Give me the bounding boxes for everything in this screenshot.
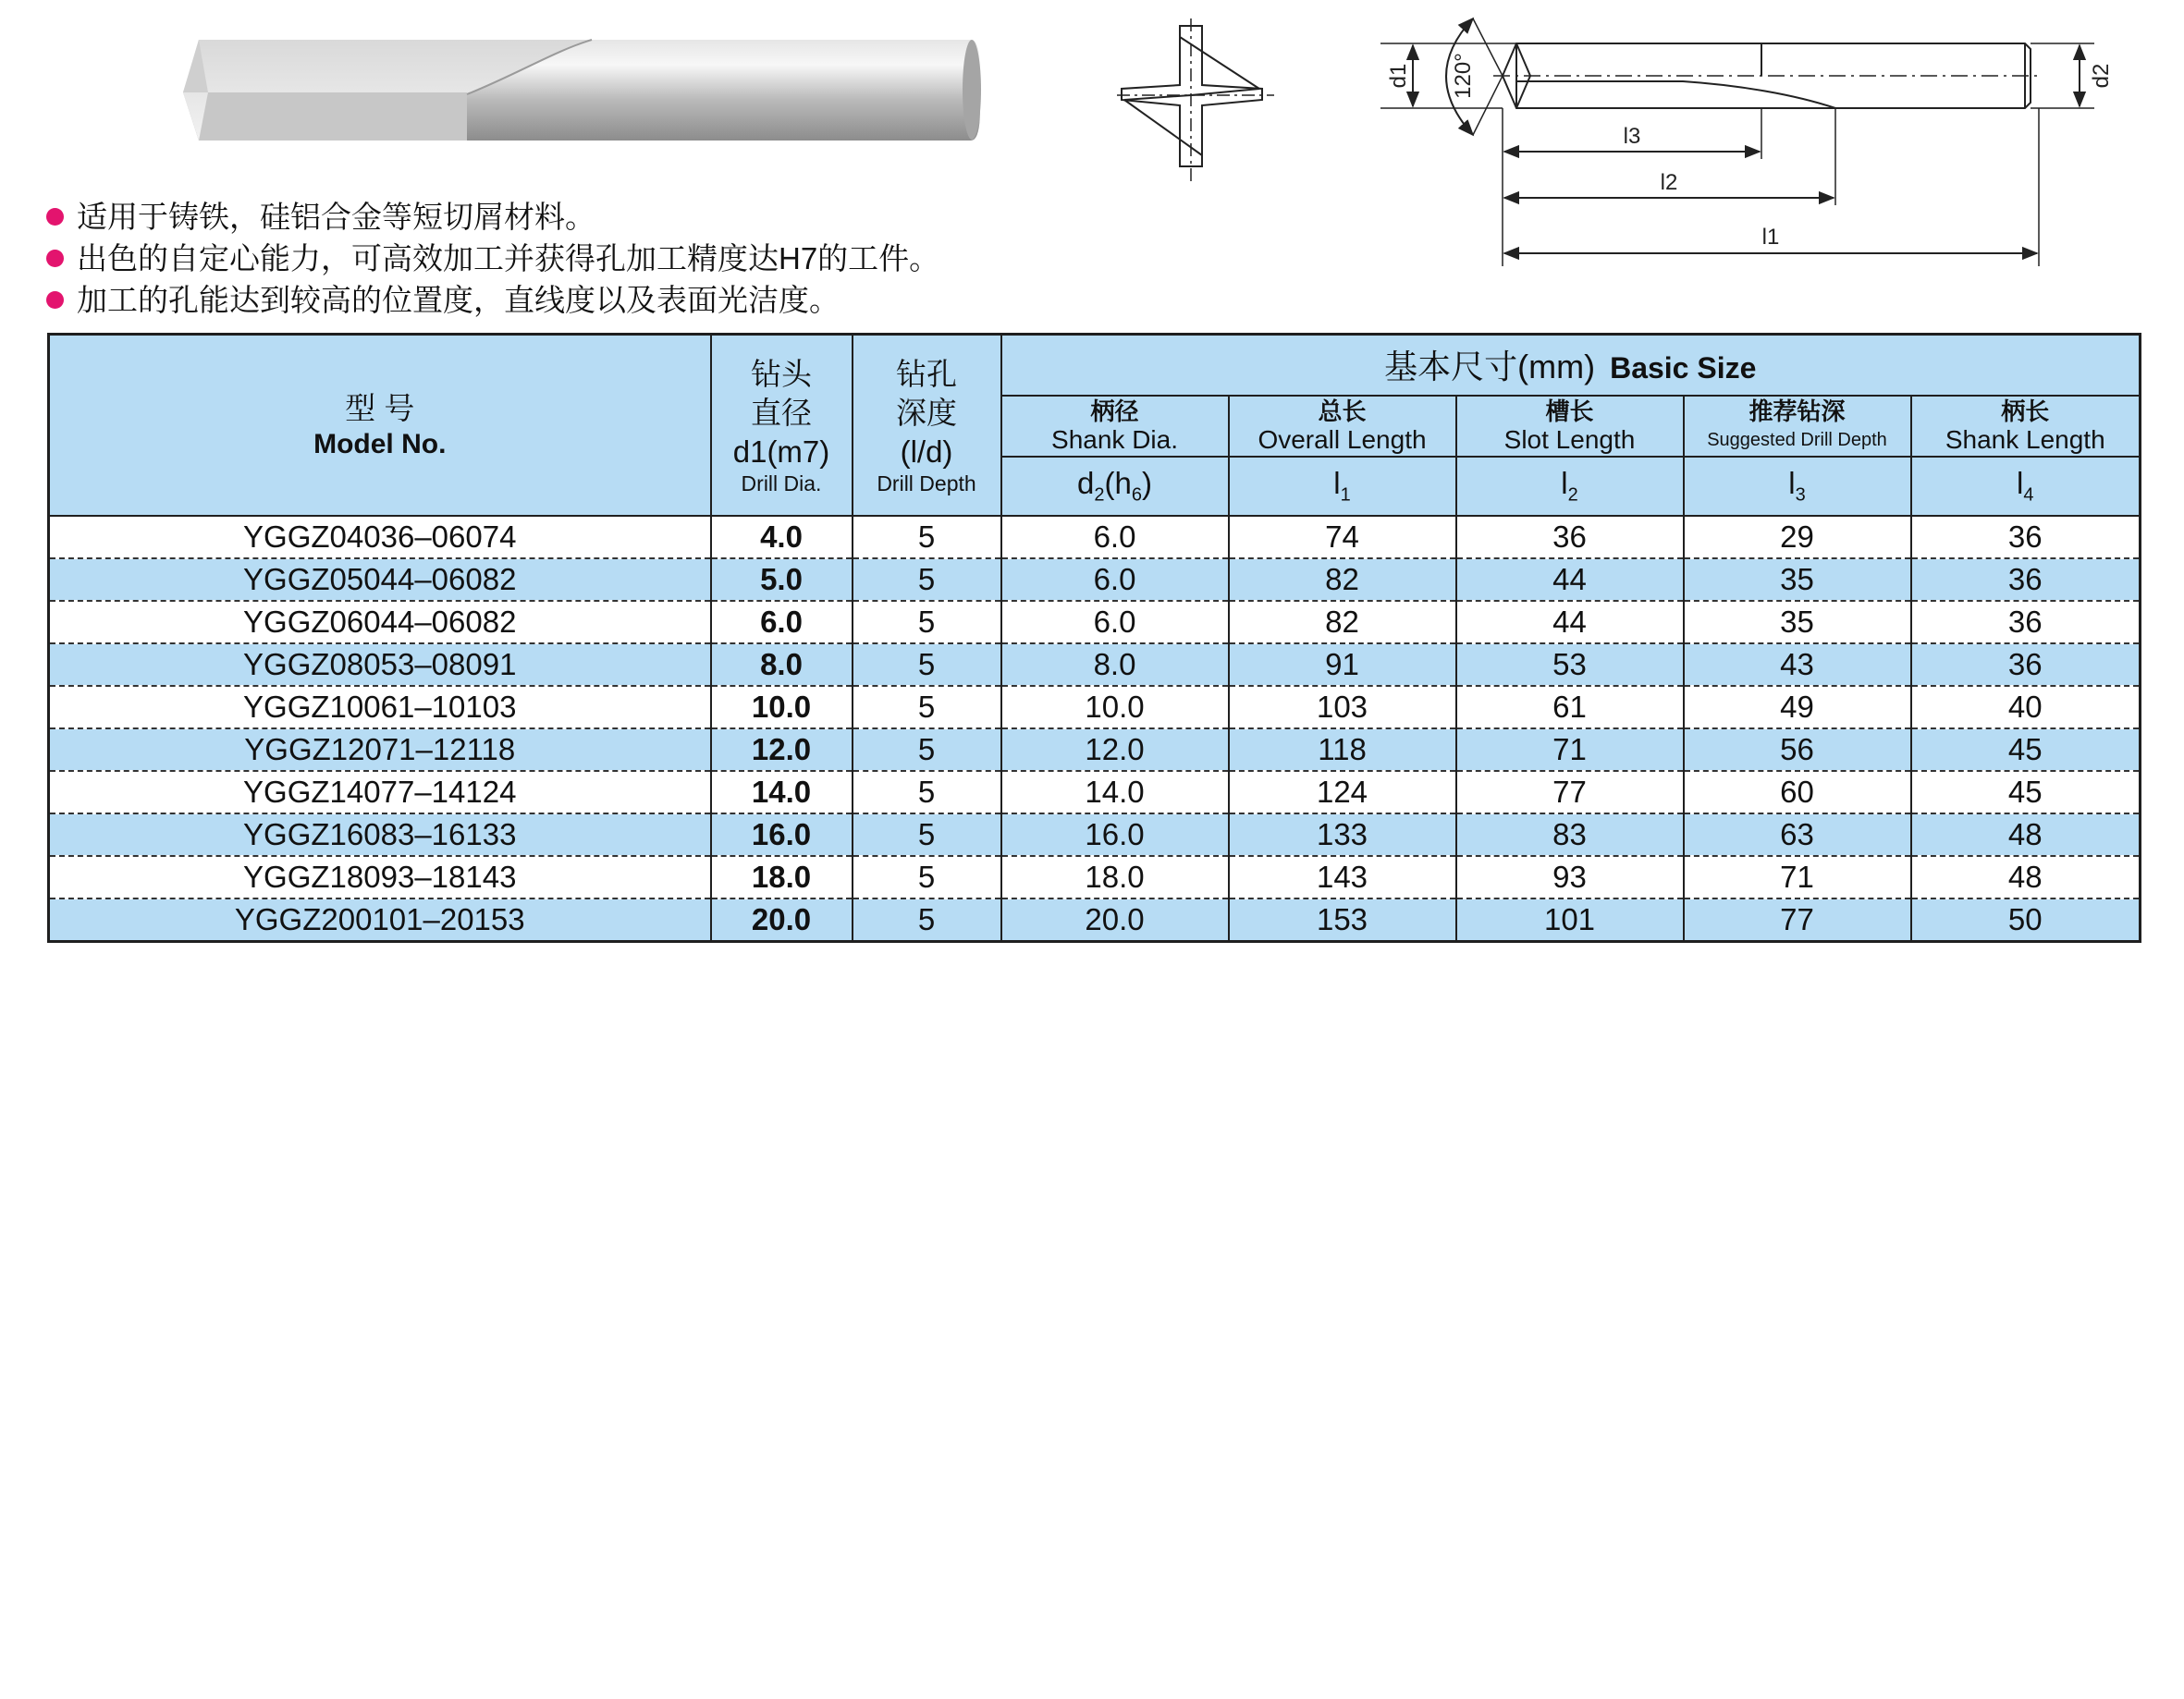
- cell-overall-length: 74: [1229, 516, 1456, 558]
- feature-item: [46, 196, 939, 238]
- cell-suggested-depth: 77: [1684, 898, 1911, 942]
- drill-depth-en: Drill Depth: [877, 471, 976, 495]
- cell-slot-length: 93: [1456, 856, 1684, 898]
- cell-drill-dia: 14.0: [711, 771, 853, 813]
- cell-shank-length: 36: [1911, 516, 2141, 558]
- dimension-drawing: [1380, 18, 2094, 266]
- cell-drill-dia: 18.0: [711, 856, 853, 898]
- overall-length-en: Overall Length: [1258, 424, 1427, 454]
- header-drill-dia: [711, 335, 853, 516]
- drill-depth-sym: (l/d): [900, 434, 953, 469]
- shank-length-en: Shank Length: [1945, 424, 2105, 454]
- drill-dia-zh1: 钻头: [751, 356, 812, 391]
- table-row: [49, 601, 2141, 643]
- drill-photo: [183, 40, 981, 141]
- symbol-l3: $l_3$: [1684, 457, 1911, 516]
- model-zh: 型 号: [345, 390, 415, 425]
- cell-shank-dia: 20.0: [1001, 898, 1229, 942]
- slot-length-zh: 槽长: [1545, 397, 1594, 425]
- basic-size-zh: 基本尺寸(mm): [1384, 348, 1596, 386]
- cell-shank-dia: 6.0: [1001, 601, 1229, 643]
- drill-dia-en: Drill Dia.: [741, 471, 822, 495]
- cell-drill-dia: 5.0: [711, 558, 853, 601]
- cell-drill-depth: 5: [853, 728, 1001, 771]
- spec-table: [47, 333, 2141, 943]
- cell-suggested-depth: 60: [1684, 771, 1911, 813]
- cell-drill-dia: 4.0: [711, 516, 853, 558]
- cell-slot-length: 101: [1456, 898, 1684, 942]
- overall-length-zh: 总长: [1318, 397, 1367, 425]
- table-row: [49, 516, 2141, 558]
- drill-end-view: [1117, 18, 1274, 183]
- bullet-icon: [46, 250, 64, 267]
- cell-drill-depth: 5: [853, 856, 1001, 898]
- cell-slot-length: 36: [1456, 516, 1684, 558]
- cell-model-no: YGGZ04036–06074: [49, 516, 711, 558]
- cell-suggested-depth: 43: [1684, 643, 1911, 686]
- cell-suggested-depth: 49: [1684, 686, 1911, 728]
- cell-drill-dia: 20.0: [711, 898, 853, 942]
- cell-suggested-depth: 71: [1684, 856, 1911, 898]
- cell-shank-length: 48: [1911, 813, 2141, 856]
- feature-item: [46, 238, 939, 279]
- cell-shank-length: 40: [1911, 686, 2141, 728]
- cell-suggested-depth: 63: [1684, 813, 1911, 856]
- cell-model-no: YGGZ14077–14124: [49, 771, 711, 813]
- cell-slot-length: 61: [1456, 686, 1684, 728]
- feature-text: 加工的孔能达到较高的位置度，直线度以及表面光洁度。: [77, 283, 840, 317]
- cell-slot-length: 53: [1456, 643, 1684, 686]
- symbol-l2: $l_2$: [1456, 457, 1684, 516]
- cell-suggested-depth: 29: [1684, 516, 1911, 558]
- drill-dia-sym: d1(m7): [732, 434, 830, 469]
- shank-dia-en: Shank Dia.: [1051, 424, 1178, 454]
- cell-shank-length: 36: [1911, 643, 2141, 686]
- model-en: Model No.: [313, 428, 447, 459]
- cell-suggested-depth: 35: [1684, 601, 1911, 643]
- cell-shank-dia: 12.0: [1001, 728, 1229, 771]
- cell-overall-length: 82: [1229, 558, 1456, 601]
- shank-length-zh: 柄长: [2001, 397, 2050, 425]
- cell-drill-depth: 5: [853, 771, 1001, 813]
- cell-slot-length: 77: [1456, 771, 1684, 813]
- d1-label: d1: [1386, 63, 1411, 89]
- suggested-depth-en: Suggested Drill Depth: [1707, 429, 1887, 450]
- d2-label: d2: [2089, 63, 2114, 89]
- header-overall-length: [1229, 396, 1456, 457]
- cell-shank-dia: 10.0: [1001, 686, 1229, 728]
- cell-model-no: YGGZ05044–06082: [49, 558, 711, 601]
- drill-depth-zh1: 钻孔: [896, 356, 957, 391]
- header-suggested-depth: [1684, 396, 1911, 457]
- cell-drill-dia: 10.0: [711, 686, 853, 728]
- cell-shank-dia: 6.0: [1001, 558, 1229, 601]
- cell-drill-depth: 5: [853, 686, 1001, 728]
- cell-drill-depth: 5: [853, 558, 1001, 601]
- header-shank-length: [1911, 396, 2141, 457]
- cell-overall-length: 133: [1229, 813, 1456, 856]
- cell-model-no: YGGZ10061–10103: [49, 686, 711, 728]
- cell-slot-length: 44: [1456, 601, 1684, 643]
- cell-drill-dia: 12.0: [711, 728, 853, 771]
- cell-shank-length: 50: [1911, 898, 2141, 942]
- cell-overall-length: 82: [1229, 601, 1456, 643]
- cell-overall-length: 153: [1229, 898, 1456, 942]
- table-row: [49, 856, 2141, 898]
- cell-drill-dia: 6.0: [711, 601, 853, 643]
- cell-suggested-depth: 35: [1684, 558, 1911, 601]
- header-drill-depth: [853, 335, 1001, 516]
- cell-shank-length: 36: [1911, 558, 2141, 601]
- table-row: [49, 643, 2141, 686]
- feature-text: 出色的自定心能力，可高效加工并获得孔加工精度达H7的工件。: [77, 241, 940, 275]
- cell-overall-length: 103: [1229, 686, 1456, 728]
- table-row: [49, 558, 2141, 601]
- cell-overall-length: 91: [1229, 643, 1456, 686]
- cell-model-no: YGGZ16083–16133: [49, 813, 711, 856]
- suggested-depth-zh: 推荐钻深: [1748, 397, 1846, 425]
- symbol-shank-dia: $d_2(h_6)$: [1001, 457, 1229, 516]
- cell-drill-dia: 8.0: [711, 643, 853, 686]
- feature-item: [46, 279, 939, 321]
- l3-label: l3: [1623, 124, 1641, 149]
- cell-drill-depth: 5: [853, 813, 1001, 856]
- cell-drill-depth: 5: [853, 898, 1001, 942]
- bullet-icon: [46, 208, 64, 226]
- cell-shank-length: 48: [1911, 856, 2141, 898]
- feature-text: 适用于铸铁，硅铝合金等短切屑材料。: [77, 200, 595, 234]
- header-model: [49, 335, 711, 516]
- header-basic-size: [1001, 335, 2141, 396]
- symbol-l1: $l_1$: [1229, 457, 1456, 516]
- feature-list: [46, 196, 939, 321]
- cell-shank-length: 45: [1911, 771, 2141, 813]
- drill-depth-zh2: 深度: [896, 395, 957, 430]
- cell-overall-length: 124: [1229, 771, 1456, 813]
- bullet-icon: [46, 291, 64, 309]
- cell-shank-dia: 8.0: [1001, 643, 1229, 686]
- cell-model-no: YGGZ08053–08091: [49, 643, 711, 686]
- cell-drill-depth: 5: [853, 643, 1001, 686]
- cell-drill-depth: 5: [853, 601, 1001, 643]
- cell-shank-length: 45: [1911, 728, 2141, 771]
- angle-label: 120°: [1451, 53, 1476, 99]
- cell-model-no: YGGZ18093–18143: [49, 856, 711, 898]
- cell-shank-dia: 18.0: [1001, 856, 1229, 898]
- cell-overall-length: 118: [1229, 728, 1456, 771]
- header-slot-length: [1456, 396, 1684, 457]
- cell-model-no: YGGZ200101–20153: [49, 898, 711, 942]
- table-row: [49, 813, 2141, 856]
- cell-slot-length: 83: [1456, 813, 1684, 856]
- table-row: [49, 686, 2141, 728]
- table-row: [49, 728, 2141, 771]
- shank-dia-zh: 柄径: [1090, 397, 1139, 425]
- slot-length-en: Slot Length: [1503, 424, 1636, 454]
- header-shank-dia: [1001, 396, 1229, 457]
- cell-slot-length: 44: [1456, 558, 1684, 601]
- basic-size-en: Basic Size: [1610, 351, 1757, 385]
- cell-slot-length: 71: [1456, 728, 1684, 771]
- cell-shank-dia: 6.0: [1001, 516, 1229, 558]
- table-row: [49, 771, 2141, 813]
- cell-overall-length: 143: [1229, 856, 1456, 898]
- symbol-l4: $l_4$: [1911, 457, 2141, 516]
- l1-label: l1: [1761, 225, 1780, 250]
- cell-shank-length: 36: [1911, 601, 2141, 643]
- cell-model-no: YGGZ06044–06082: [49, 601, 711, 643]
- cell-drill-depth: 5: [853, 516, 1001, 558]
- table-row: [49, 898, 2141, 942]
- cell-shank-dia: 14.0: [1001, 771, 1229, 813]
- cell-suggested-depth: 56: [1684, 728, 1911, 771]
- cell-drill-dia: 16.0: [711, 813, 853, 856]
- drill-dia-zh2: 直径: [751, 395, 812, 430]
- cell-model-no: YGGZ12071–12118: [49, 728, 711, 771]
- cell-shank-dia: 16.0: [1001, 813, 1229, 856]
- l2-label: l2: [1660, 170, 1678, 195]
